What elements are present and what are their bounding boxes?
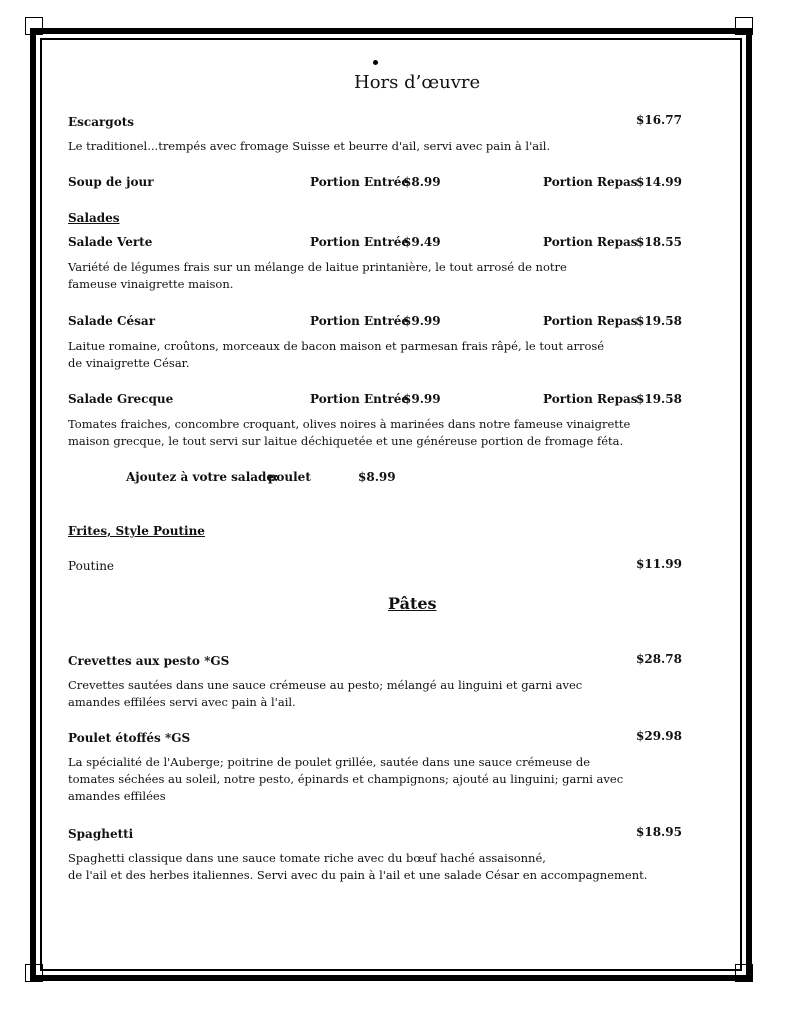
item-desc-escargots: Le traditionel...trempés avec fromage Suisse et beurre d'ail, servi avec pain à l'ail. — [68, 139, 551, 153]
portion-entree-price: $8.99 — [403, 175, 441, 189]
portion-repas-price: $14.99 — [636, 175, 682, 189]
item-name-poutine: Poutine — [68, 559, 115, 573]
portion-entree-label: Portion Entrée — [310, 314, 410, 328]
item-desc-salade-grecque-line1: Tomates fraiches, concombre croquant, olives noires à marinées dans notre fameuse vinaigrette — [68, 417, 631, 431]
item-desc-salade-cesar-line2: de vinaigrette César. — [68, 356, 190, 370]
portion-entree-price: $9.99 — [403, 314, 441, 328]
portion-entree-price: $9.49 — [403, 235, 441, 249]
frame-corner — [25, 17, 43, 35]
item-desc-spaghetti-line2: de l'ail et des herbes italiennes. Servi avec du pain à l'ail et une salade César en accompagnement. — [68, 868, 648, 882]
portion-repas-label: Portion Repas — [543, 392, 638, 406]
portion-entree-price: $9.99 — [403, 392, 441, 406]
item-desc-spaghetti-line1: Spaghetti classique dans une sauce tomate riche avec du bœuf haché assaisonné, — [68, 851, 546, 865]
item-desc-poulet-line1: La spécialité de l'Auberge; poitrine de poulet grillée, sautée dans une sauce crémeuse de — [68, 755, 591, 769]
frame-corner — [25, 964, 43, 982]
item-name-salade-cesar: Salade César — [68, 314, 156, 328]
portion-entree-label: Portion Entrée — [310, 235, 410, 249]
item-name-salade-grecque: Salade Grecque — [68, 392, 174, 406]
portion-entree-label: Portion Entrée — [310, 175, 410, 189]
portion-repas-price: $19.58 — [636, 392, 682, 406]
item-desc-crevettes-line2: amandes effilées servi avec pain à l'ail. — [68, 695, 296, 709]
portion-entree-label: Portion Entrée — [310, 392, 410, 406]
item-price-poutine: $11.99 — [636, 557, 682, 571]
item-desc-salade-grecque-line2: maison grecque, le tout servi sur laitue déchiquetée et une généreuse portion de fromage féta. — [68, 434, 624, 448]
frame-corner — [735, 17, 753, 35]
item-desc-poulet-line2: tomates séchées au soleil, notre pesto, épinards et champignons; ajouté au linguini; garni avec — [68, 772, 624, 786]
addon-item: poulet — [268, 470, 311, 484]
item-desc-poulet-line3: amandes effilées — [68, 789, 166, 803]
decorative-dot — [373, 60, 378, 65]
item-desc-salade-verte: Variété de légumes frais sur un mélange de laitue printanière, le tout arrosé de notre fameuse vinaigrette maison. — [68, 260, 567, 291]
addon-price: $8.99 — [358, 470, 396, 484]
subheading-salades: Salades — [68, 211, 120, 225]
item-name-escargots: Escargots — [68, 115, 134, 129]
item-desc-salade-cesar-line1: Laitue romaine, croûtons, morceaux de bacon maison et parmesan frais râpé, le tout arrosé — [68, 339, 605, 353]
item-name-poulet: Poulet étoffés *GS — [68, 731, 191, 745]
item-name-salade-verte: Salade Verte — [68, 235, 153, 249]
section-title-hors: Hors d’œuvre — [354, 72, 481, 93]
item-price-escargots: $16.77 — [636, 113, 682, 127]
subheading-frites: Frites, Style Poutine — [68, 524, 205, 538]
item-name-crevettes: Crevettes aux pesto *GS — [68, 654, 230, 668]
item-price-spaghetti: $18.95 — [636, 825, 682, 839]
addon-label: Ajoutez à votre salade: — [126, 470, 279, 484]
portion-repas-label: Portion Repas — [543, 175, 638, 189]
item-desc-crevettes-line1: Crevettes sautées dans une sauce crémeuse au pesto; mélangé au linguini et garni avec — [68, 678, 583, 692]
item-price-crevettes: $28.78 — [636, 652, 682, 666]
portion-repas-label: Portion Repas — [543, 235, 638, 249]
frame-corner — [735, 964, 753, 982]
item-name-soup: Soup de jour — [68, 175, 154, 189]
portion-repas-price: $18.55 — [636, 235, 682, 249]
portion-repas-price: $19.58 — [636, 314, 682, 328]
portion-repas-label: Portion Repas — [543, 314, 638, 328]
item-name-spaghetti: Spaghetti — [68, 827, 134, 841]
item-price-poulet: $29.98 — [636, 729, 682, 743]
section-title-pates: Pâtes — [388, 594, 437, 613]
